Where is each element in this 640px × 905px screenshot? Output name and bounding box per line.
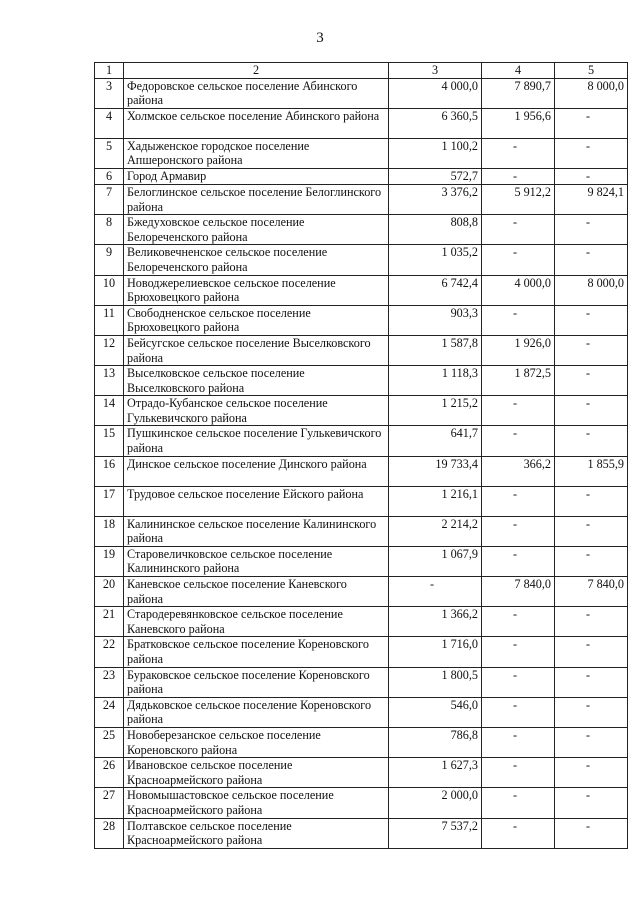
- header-col-1: 1: [95, 63, 124, 79]
- value-col-5: 1 855,9: [555, 456, 628, 486]
- value-col-5: [555, 215, 628, 245]
- table-row: [95, 108, 628, 138]
- table-row: [95, 335, 628, 365]
- value-col-4: [482, 637, 555, 667]
- value-col-3: 1 627,3: [389, 758, 482, 788]
- value-col-5: [555, 305, 628, 335]
- row-number: 9: [95, 245, 124, 275]
- settlement-name: Выселковское сельское поселение Выселковского района: [124, 366, 389, 396]
- value-col-5: 8 000,0: [555, 78, 628, 108]
- table-row: [95, 184, 628, 214]
- value-col-4: [482, 168, 555, 184]
- value-col-4: [482, 758, 555, 788]
- value-col-3: 6 360,5: [389, 108, 482, 138]
- row-number: 3: [95, 78, 124, 108]
- row-number: 7: [95, 184, 124, 214]
- value-col-4: [482, 788, 555, 818]
- value-col-4: [482, 607, 555, 637]
- empty-value-dash: -: [585, 138, 591, 153]
- settlement-name: Новоберезанское сельское поселение Кореновского района: [124, 727, 389, 757]
- empty-value-dash: -: [512, 245, 518, 260]
- value-col-5: [555, 788, 628, 818]
- empty-value-dash: -: [512, 138, 518, 153]
- empty-value-dash: -: [585, 818, 591, 833]
- empty-value-dash: -: [585, 215, 591, 230]
- empty-value-dash: -: [512, 516, 518, 531]
- table-row: [95, 396, 628, 426]
- table-row: [95, 138, 628, 168]
- settlement-name: Стародеревянковское сельское поселение Каневского района: [124, 607, 389, 637]
- value-col-4: 7 890,7: [482, 78, 555, 108]
- empty-value-dash: -: [512, 637, 518, 652]
- settlement-name: Полтавское сельское поселение Красноармейского района: [124, 818, 389, 848]
- value-col-5: [555, 818, 628, 848]
- value-col-4: [482, 818, 555, 848]
- empty-value-dash: -: [512, 396, 518, 411]
- settlement-name: Федоровское сельское поселение Абинского района: [124, 78, 389, 108]
- empty-value-dash: -: [512, 215, 518, 230]
- empty-value-dash: -: [585, 335, 591, 350]
- table-row: [95, 275, 628, 305]
- empty-value-dash: -: [585, 607, 591, 622]
- settlement-name: Калининское сельское поселение Калининского района: [124, 516, 389, 546]
- value-col-4: 5 912,2: [482, 184, 555, 214]
- value-col-5: [555, 727, 628, 757]
- empty-value-dash: -: [512, 426, 518, 441]
- table-row: [95, 516, 628, 546]
- empty-value-dash: -: [512, 607, 518, 622]
- value-col-3: 1 800,5: [389, 667, 482, 697]
- settlement-name: Трудовое сельское поселение Ейского района: [124, 486, 389, 516]
- empty-value-dash: -: [585, 305, 591, 320]
- page-number: 3: [316, 30, 324, 46]
- empty-value-dash: -: [585, 426, 591, 441]
- value-col-5: [555, 366, 628, 396]
- empty-value-dash: -: [512, 727, 518, 742]
- row-number: 18: [95, 516, 124, 546]
- empty-value-dash: -: [585, 396, 591, 411]
- value-col-3: 786,8: [389, 727, 482, 757]
- empty-value-dash: -: [585, 366, 591, 381]
- value-col-4: 1 926,0: [482, 335, 555, 365]
- empty-value-dash: -: [585, 697, 591, 712]
- settlement-name: Хадыженское городское поселение Апшеронского района: [124, 138, 389, 168]
- row-number: 10: [95, 275, 124, 305]
- row-number: 12: [95, 335, 124, 365]
- value-col-5: [555, 245, 628, 275]
- table-row: [95, 607, 628, 637]
- value-col-3: 4 000,0: [389, 78, 482, 108]
- value-col-4: [482, 697, 555, 727]
- row-number: 15: [95, 426, 124, 456]
- table-row: [95, 78, 628, 108]
- settlement-name: Дядьковское сельское поселение Кореновского района: [124, 697, 389, 727]
- value-col-5: 9 824,1: [555, 184, 628, 214]
- value-col-4: [482, 546, 555, 576]
- settlement-name: Белоглинское сельское поселение Белоглинского района: [124, 184, 389, 214]
- value-col-3: 1 100,2: [389, 138, 482, 168]
- value-col-3: 1 118,3: [389, 366, 482, 396]
- row-number: 21: [95, 607, 124, 637]
- value-col-4: [482, 486, 555, 516]
- row-number: 27: [95, 788, 124, 818]
- value-col-3: 19 733,4: [389, 456, 482, 486]
- row-number: 19: [95, 546, 124, 576]
- value-col-5: [555, 667, 628, 697]
- settlement-name: Ивановское сельское поселение Красноармейского района: [124, 758, 389, 788]
- empty-value-dash: -: [585, 245, 591, 260]
- value-col-3: 1 067,9: [389, 546, 482, 576]
- value-col-5: [555, 426, 628, 456]
- value-col-3: 903,3: [389, 305, 482, 335]
- value-col-5: [555, 335, 628, 365]
- value-col-3: 7 537,2: [389, 818, 482, 848]
- value-col-5: [555, 486, 628, 516]
- row-number: 17: [95, 486, 124, 516]
- table-header-row: [95, 63, 628, 79]
- empty-value-dash: -: [585, 486, 591, 501]
- settlement-name: Отрадо-Кубанское сельское поселение Гулькевичского района: [124, 396, 389, 426]
- table-row: [95, 637, 628, 667]
- settlement-name: Великовечненское сельское поселение Белореченского района: [124, 245, 389, 275]
- header-col-3: 3: [389, 63, 482, 79]
- empty-value-dash: -: [585, 637, 591, 652]
- settlement-name: Свободненское сельское поселение Брюховецкого района: [124, 305, 389, 335]
- row-number: 28: [95, 818, 124, 848]
- value-col-4: 4 000,0: [482, 275, 555, 305]
- row-number: 23: [95, 667, 124, 697]
- empty-value-dash: -: [585, 516, 591, 531]
- value-col-5: [555, 138, 628, 168]
- row-number: 4: [95, 108, 124, 138]
- value-col-3: 2 214,2: [389, 516, 482, 546]
- value-col-3: 1 216,1: [389, 486, 482, 516]
- empty-value-dash: -: [512, 697, 518, 712]
- empty-value-dash: -: [585, 546, 591, 561]
- settlement-name: Новоджерелиевское сельское поселение Брюховецкого района: [124, 275, 389, 305]
- settlement-name: Бураковское сельское поселение Кореновского района: [124, 667, 389, 697]
- header-col-5: 5: [555, 63, 628, 79]
- value-col-4: 1 956,6: [482, 108, 555, 138]
- value-col-4: 7 840,0: [482, 577, 555, 607]
- value-col-3: 1 366,2: [389, 607, 482, 637]
- table-row: [95, 426, 628, 456]
- settlement-name: Холмское сельское поселение Абинского района: [124, 108, 389, 138]
- value-col-3: 2 000,0: [389, 788, 482, 818]
- value-col-4: [482, 305, 555, 335]
- settlement-name: Бжедуховское сельское поселение Белореченского района: [124, 215, 389, 245]
- settlement-name: Динское сельское поселение Динского района: [124, 456, 389, 486]
- table-row: [95, 758, 628, 788]
- value-col-4: 366,2: [482, 456, 555, 486]
- value-col-4: [482, 215, 555, 245]
- empty-value-dash: -: [585, 727, 591, 742]
- value-col-3: 808,8: [389, 215, 482, 245]
- value-col-5: [555, 607, 628, 637]
- row-number: 6: [95, 168, 124, 184]
- empty-value-dash: -: [512, 486, 518, 501]
- value-col-5: [555, 108, 628, 138]
- settlement-name: Каневское сельское поселение Каневского района: [124, 577, 389, 607]
- table-row: [95, 546, 628, 576]
- value-col-4: [482, 667, 555, 697]
- table-row: [95, 168, 628, 184]
- table-row: [95, 305, 628, 335]
- empty-value-dash: -: [512, 546, 518, 561]
- settlement-name: Город Армавир: [124, 168, 389, 184]
- table-row: [95, 245, 628, 275]
- row-number: 16: [95, 456, 124, 486]
- row-number: 11: [95, 305, 124, 335]
- table-row: [95, 215, 628, 245]
- settlement-name: Бейсугское сельское поселение Выселковского района: [124, 335, 389, 365]
- value-col-4: [482, 245, 555, 275]
- value-col-3: 6 742,4: [389, 275, 482, 305]
- table-row: [95, 577, 628, 607]
- value-col-5: [555, 637, 628, 667]
- row-number: 26: [95, 758, 124, 788]
- empty-value-dash: -: [585, 108, 591, 123]
- table-row: [95, 366, 628, 396]
- empty-value-dash: -: [429, 577, 435, 592]
- value-col-3: 1 587,8: [389, 335, 482, 365]
- value-col-5: [555, 697, 628, 727]
- value-col-3: 572,7: [389, 168, 482, 184]
- empty-value-dash: -: [512, 818, 518, 833]
- value-col-3: 1 035,2: [389, 245, 482, 275]
- row-number: 13: [95, 366, 124, 396]
- empty-value-dash: -: [585, 758, 591, 773]
- table-row: [95, 456, 628, 486]
- settlement-name: Новомышастовское сельское поселение Красноармейского района: [124, 788, 389, 818]
- empty-value-dash: -: [512, 788, 518, 803]
- empty-value-dash: -: [512, 758, 518, 773]
- table-row: [95, 486, 628, 516]
- settlement-name: Пушкинское сельское поселение Гулькевичского района: [124, 426, 389, 456]
- value-col-5: [555, 546, 628, 576]
- empty-value-dash: -: [512, 667, 518, 682]
- empty-value-dash: -: [512, 305, 518, 320]
- row-number: 14: [95, 396, 124, 426]
- value-col-5: [555, 758, 628, 788]
- empty-value-dash: -: [585, 667, 591, 682]
- empty-value-dash: -: [585, 788, 591, 803]
- value-col-5: [555, 396, 628, 426]
- value-col-4: [482, 426, 555, 456]
- table-row: [95, 667, 628, 697]
- value-col-5: 7 840,0: [555, 577, 628, 607]
- row-number: 20: [95, 577, 124, 607]
- value-col-4: [482, 727, 555, 757]
- table-row: [95, 697, 628, 727]
- value-col-3: 641,7: [389, 426, 482, 456]
- settlement-name: Старовеличковское сельское поселение Калининского района: [124, 546, 389, 576]
- value-col-3: 3 376,2: [389, 184, 482, 214]
- empty-value-dash: -: [585, 168, 591, 183]
- row-number: 24: [95, 697, 124, 727]
- value-col-3: 1 215,2: [389, 396, 482, 426]
- value-col-5: [555, 168, 628, 184]
- value-col-4: [482, 138, 555, 168]
- row-number: 5: [95, 138, 124, 168]
- header-col-2: 2: [124, 63, 389, 79]
- row-number: 25: [95, 727, 124, 757]
- value-col-3: [389, 577, 482, 607]
- row-number: 8: [95, 215, 124, 245]
- settlements-table: [94, 62, 628, 849]
- table-row: [95, 727, 628, 757]
- value-col-4: [482, 516, 555, 546]
- table-row: [95, 818, 628, 848]
- value-col-3: 1 716,0: [389, 637, 482, 667]
- value-col-5: [555, 516, 628, 546]
- value-col-5: 8 000,0: [555, 275, 628, 305]
- settlement-name: Братковское сельское поселение Кореновского района: [124, 637, 389, 667]
- value-col-4: [482, 396, 555, 426]
- value-col-3: 546,0: [389, 697, 482, 727]
- value-col-4: 1 872,5: [482, 366, 555, 396]
- empty-value-dash: -: [512, 168, 518, 183]
- row-number: 22: [95, 637, 124, 667]
- header-col-4: 4: [482, 63, 555, 79]
- table-row: [95, 788, 628, 818]
